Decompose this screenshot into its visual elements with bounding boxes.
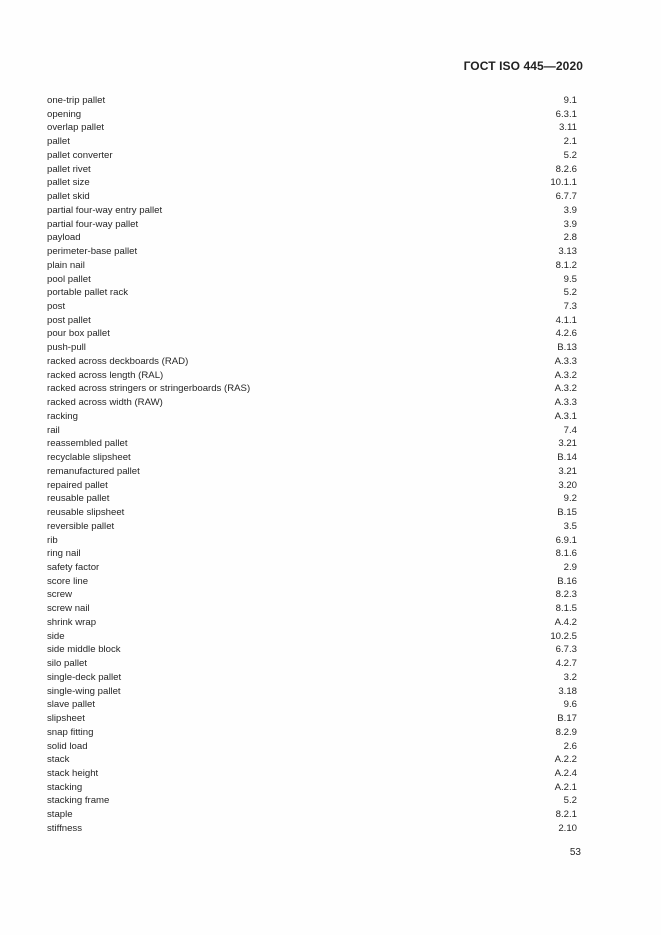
index-term: solid load bbox=[47, 740, 88, 752]
index-entry bbox=[47, 218, 577, 232]
index-term: reusable slipsheet bbox=[47, 507, 125, 519]
index-section-reference: 3.13 bbox=[558, 246, 577, 258]
standard-designation-header: ГОСТ ISO 445—2020 bbox=[463, 59, 583, 73]
index-entry bbox=[47, 314, 577, 328]
index-entry bbox=[47, 410, 577, 424]
index-section-reference: B.17 bbox=[557, 713, 577, 725]
index-section-reference: 2.9 bbox=[563, 561, 577, 573]
index-entry bbox=[47, 121, 577, 135]
index-entry bbox=[47, 671, 577, 685]
index-term: racked across length (RAL) bbox=[47, 369, 164, 381]
index-entry bbox=[47, 465, 577, 479]
index-term: stack bbox=[47, 754, 70, 766]
index-entry bbox=[47, 149, 577, 163]
index-entry bbox=[47, 176, 577, 190]
index-term: portable pallet rack bbox=[47, 287, 129, 299]
index-entry bbox=[47, 190, 577, 204]
index-term: push-pull bbox=[47, 342, 86, 354]
index-section-reference: 4.1.1 bbox=[555, 314, 577, 326]
index-section-reference: 2.10 bbox=[558, 822, 577, 834]
index-entry bbox=[47, 451, 577, 465]
index-section-reference: 2.8 bbox=[563, 232, 577, 244]
index-term: reversible pallet bbox=[47, 520, 115, 532]
index-section-reference: 4.2.6 bbox=[555, 328, 577, 340]
index-section-reference: 9.1 bbox=[563, 95, 577, 106]
index-section-reference: 6.9.1 bbox=[555, 534, 577, 546]
index-term: pallet rivet bbox=[47, 163, 91, 175]
index-term: stacking frame bbox=[47, 795, 110, 807]
index-section-reference: 6.3.1 bbox=[555, 108, 577, 120]
index-section-reference: 7.3 bbox=[563, 301, 577, 313]
index-section-reference: 8.1.5 bbox=[555, 603, 577, 615]
index-term: safety factor bbox=[47, 561, 100, 573]
index-section-reference: B.15 bbox=[557, 507, 577, 519]
index-term: one-trip pallet bbox=[47, 95, 106, 106]
index-term: pallet size bbox=[47, 177, 90, 189]
index-term: staple bbox=[47, 809, 73, 821]
index-entry bbox=[47, 808, 577, 822]
index-entry bbox=[47, 657, 577, 671]
index-term: recyclable slipsheet bbox=[47, 452, 131, 464]
index-term: payload bbox=[47, 232, 81, 244]
index-entry bbox=[47, 630, 577, 644]
index-term: screw nail bbox=[47, 603, 90, 615]
index-entry bbox=[47, 355, 577, 369]
index-section-reference: A.3.2 bbox=[554, 369, 577, 381]
index-section-reference: 7.4 bbox=[563, 424, 577, 436]
index-entry bbox=[47, 231, 577, 245]
index-entry bbox=[47, 437, 577, 451]
index-section-reference: A.3.2 bbox=[554, 383, 577, 395]
index-section-reference: 2.6 bbox=[563, 740, 577, 752]
index-term: remanufactured pallet bbox=[47, 465, 140, 477]
index-section-reference: 10.2.5 bbox=[550, 630, 577, 642]
index-section-reference: 5.2 bbox=[563, 149, 577, 161]
index-entry bbox=[47, 561, 577, 575]
index-section-reference: 3.11 bbox=[559, 122, 577, 134]
index-section-reference: A.3.1 bbox=[554, 410, 577, 422]
index-section-reference: A.2.2 bbox=[554, 754, 577, 766]
index-section-reference: 3.21 bbox=[558, 438, 577, 450]
index-section-reference: 3.2 bbox=[563, 671, 577, 683]
index-section-reference: 6.7.7 bbox=[555, 191, 577, 203]
index-section-reference: A.2.1 bbox=[554, 781, 577, 793]
index-entry bbox=[47, 135, 577, 149]
index-entry bbox=[47, 286, 577, 300]
index-section-reference: 8.2.1 bbox=[555, 809, 577, 821]
index-term: racked across width (RAW) bbox=[47, 397, 163, 409]
index-term: pallet converter bbox=[47, 149, 113, 161]
index-section-reference: 3.21 bbox=[558, 465, 577, 477]
index-term: racking bbox=[47, 410, 78, 422]
index-term: reassembled pallet bbox=[47, 438, 128, 450]
index-term: ring nail bbox=[47, 548, 81, 560]
index-section-reference: A.3.3 bbox=[554, 397, 577, 409]
index-entry bbox=[47, 108, 577, 122]
index-section-reference: 8.1.6 bbox=[555, 548, 577, 560]
index-term: opening bbox=[47, 108, 82, 120]
index-section-reference: 3.20 bbox=[558, 479, 577, 491]
index-section-reference: 5.2 bbox=[563, 287, 577, 299]
index-section-reference: 3.9 bbox=[563, 218, 577, 230]
index-term: single-wing pallet bbox=[47, 685, 121, 697]
index-entry bbox=[47, 740, 577, 754]
index-entry bbox=[47, 341, 577, 355]
index-entry bbox=[47, 273, 577, 287]
index-term: slipsheet bbox=[47, 713, 85, 725]
index-entry bbox=[47, 369, 577, 383]
index-term: single-deck pallet bbox=[47, 671, 122, 683]
index-section-reference: A.4.2 bbox=[554, 616, 577, 628]
index-term: post pallet bbox=[47, 314, 91, 326]
index-section-reference: B.13 bbox=[557, 342, 577, 354]
index-entry bbox=[47, 94, 577, 108]
index-term: rail bbox=[47, 424, 60, 436]
index-term: pool pallet bbox=[47, 273, 91, 285]
index-entry bbox=[47, 506, 577, 520]
index-entry bbox=[47, 616, 577, 630]
index-term: pallet skid bbox=[47, 191, 90, 203]
index-section-reference: B.16 bbox=[557, 575, 577, 587]
index-entry bbox=[47, 534, 577, 548]
index-entry bbox=[47, 259, 577, 273]
index-entry bbox=[47, 492, 577, 506]
index-term: score line bbox=[47, 575, 89, 587]
index-entry bbox=[47, 382, 577, 396]
index-section-reference: 8.2.9 bbox=[555, 726, 577, 738]
index-section-reference: 4.2.7 bbox=[555, 658, 577, 670]
index-entry bbox=[47, 300, 577, 314]
index-entry bbox=[47, 204, 577, 218]
index-term: side bbox=[47, 630, 65, 642]
index-term: partial four-way entry pallet bbox=[47, 204, 163, 216]
index-entry bbox=[47, 575, 577, 589]
index-section-reference: 2.1 bbox=[563, 136, 577, 148]
index-entry bbox=[47, 753, 577, 767]
index-term: post bbox=[47, 301, 66, 313]
index-entry bbox=[47, 547, 577, 561]
index-section-reference: A.2.4 bbox=[554, 767, 577, 779]
index-entry bbox=[47, 794, 577, 808]
index-section-reference: 6.7.3 bbox=[555, 644, 577, 656]
index-term: slave pallet bbox=[47, 699, 95, 711]
page-number: 53 bbox=[569, 847, 581, 858]
index-term: repaired pallet bbox=[47, 479, 108, 491]
alphabetical-index-list bbox=[47, 94, 577, 836]
index-term: rib bbox=[47, 534, 58, 546]
index-term: shrink wrap bbox=[47, 616, 97, 628]
index-entry bbox=[47, 588, 577, 602]
index-section-reference: 10.1.1 bbox=[550, 177, 577, 189]
index-entry bbox=[47, 781, 577, 795]
index-section-reference: 8.2.6 bbox=[555, 163, 577, 175]
index-term: stiffness bbox=[47, 822, 83, 834]
index-term: pour box pallet bbox=[47, 328, 110, 340]
index-entry bbox=[47, 602, 577, 616]
index-section-reference: 8.2.3 bbox=[555, 589, 577, 601]
index-term: stack height bbox=[47, 767, 99, 779]
index-term: perimeter-base pallet bbox=[47, 246, 138, 258]
index-section-reference: 3.9 bbox=[563, 204, 577, 216]
index-term: partial four-way pallet bbox=[47, 218, 139, 230]
index-term: racked across deckboards (RAD) bbox=[47, 355, 189, 367]
index-section-reference: 5.2 bbox=[563, 795, 577, 807]
index-entry bbox=[47, 712, 577, 726]
index-entry bbox=[47, 685, 577, 699]
index-entry bbox=[47, 767, 577, 781]
index-term: snap fitting bbox=[47, 726, 94, 738]
index-term: screw bbox=[47, 589, 73, 601]
index-entry bbox=[47, 479, 577, 493]
index-entry bbox=[47, 726, 577, 740]
index-entry bbox=[47, 698, 577, 712]
index-section-reference: 8.1.2 bbox=[555, 259, 577, 271]
index-term: overlap pallet bbox=[47, 122, 105, 134]
index-section-reference: 3.18 bbox=[558, 685, 577, 697]
index-term: side middle block bbox=[47, 644, 121, 656]
index-section-reference: 9.5 bbox=[563, 273, 577, 285]
index-section-reference: 3.5 bbox=[563, 520, 577, 532]
index-entry bbox=[47, 396, 577, 410]
index-term: plain nail bbox=[47, 259, 85, 271]
index-term: silo pallet bbox=[47, 658, 87, 670]
index-entry bbox=[47, 245, 577, 259]
index-entry bbox=[47, 520, 577, 534]
index-entry bbox=[47, 424, 577, 438]
index-entry bbox=[47, 822, 577, 836]
index-term: stacking bbox=[47, 781, 83, 793]
index-entry bbox=[47, 327, 577, 341]
index-section-reference: 9.2 bbox=[563, 493, 577, 505]
index-term: racked across stringers or stringerboards (RAS) bbox=[47, 383, 251, 395]
index-section-reference: 9.6 bbox=[563, 699, 577, 711]
index-term: reusable pallet bbox=[47, 493, 110, 505]
index-section-reference: A.3.3 bbox=[554, 355, 577, 367]
index-term: pallet bbox=[47, 136, 70, 148]
index-entry bbox=[47, 163, 577, 177]
index-section-reference: B.14 bbox=[557, 452, 577, 464]
index-entry bbox=[47, 643, 577, 657]
